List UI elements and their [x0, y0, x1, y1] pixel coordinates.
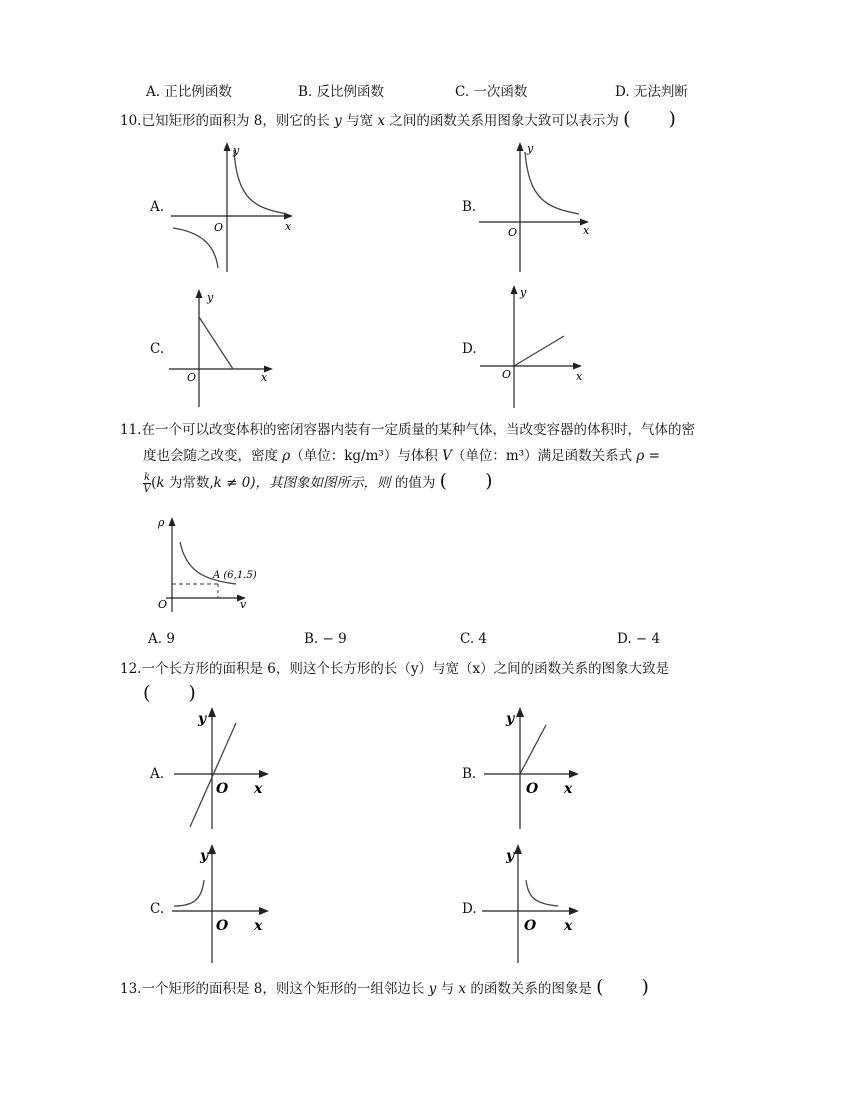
svg-text:y: y	[198, 711, 207, 727]
q12-graph-d	[480, 840, 580, 965]
svg-text:O: O	[502, 368, 512, 381]
q10-option-d-label[interactable]: D.	[462, 341, 477, 357]
q9-option-d[interactable]: D. 无法判断	[615, 84, 688, 100]
answer-blank[interactable]: ( )	[596, 976, 649, 998]
svg-text:O: O	[216, 781, 229, 797]
svg-text:y: y	[506, 848, 515, 864]
svg-text:O: O	[524, 918, 537, 934]
q11-stem-line1: 11.在一个可以改变体积的密闭容器内装有一定质量的某种气体，当改变容器的体积时，气体的密	[120, 422, 695, 438]
q10-option-c-label[interactable]: C.	[150, 341, 165, 357]
q11-stem-line2: 度也会随之改变，密度 ρ（单位：kg/m³）与体积 V（单位：m³）满足函数关系式 ρ =	[143, 448, 660, 464]
svg-text:x: x	[583, 224, 590, 237]
svg-text:O: O	[158, 598, 168, 611]
q11-option-c[interactable]: C. 4	[460, 631, 488, 647]
svg-text:x: x	[254, 781, 263, 797]
question-number: 13.	[120, 981, 142, 997]
svg-text:y: y	[207, 291, 214, 304]
svg-text:O: O	[216, 918, 229, 934]
svg-text:O: O	[508, 226, 518, 239]
answer-blank[interactable]: ( )	[623, 108, 676, 130]
svg-text:y: y	[506, 711, 515, 727]
fraction-k-over-v: $\frac{k}{V}$	[143, 472, 151, 495]
q11-option-d[interactable]: D. − 4	[617, 631, 661, 647]
svg-text:x: x	[254, 918, 263, 934]
answer-blank[interactable]: ( )	[143, 682, 196, 704]
svg-text:O: O	[214, 221, 224, 234]
q12-graph-c	[170, 840, 270, 965]
q10-graph-c	[165, 285, 280, 410]
svg-text:A (6,1.5): A (6,1.5)	[213, 570, 257, 581]
svg-text:O: O	[187, 371, 197, 384]
q12-graph-b	[480, 703, 580, 831]
svg-text:x: x	[576, 370, 583, 383]
q11-stem-line3: $\frac{k}{V}(k$ 为常数,k ≠ 0)，其图象如图所示，则 的值为 ( )	[143, 470, 493, 495]
q12-option-d-label[interactable]: D.	[462, 901, 477, 917]
q13-stem: 13.一个矩形的面积是 8，则这个矩形的一组邻边长 y 与 x 的函数关系的图象是 ( )	[120, 976, 649, 998]
svg-text:O: O	[526, 781, 539, 797]
q12-option-a-label[interactable]: A.	[150, 766, 165, 782]
svg-text:y: y	[233, 144, 240, 157]
q10-text: 已知矩形的面积为 8，则它的长	[141, 113, 330, 129]
q12-stem: 12.一个长方形的面积是 6，则这个长方形的长（y）与宽（x）之间的函数关系的图象大致是	[120, 661, 670, 677]
q10-option-b-label[interactable]: B.	[462, 199, 477, 215]
q10-graph-a	[165, 140, 300, 275]
svg-text:x: x	[261, 371, 268, 384]
q11-density-graph	[152, 512, 272, 614]
q10-graph-d	[478, 280, 593, 410]
svg-text:y: y	[520, 286, 527, 299]
svg-text:x: x	[564, 918, 573, 934]
q9-option-c[interactable]: C. 一次函数	[455, 84, 528, 100]
q9-option-a[interactable]: A. 正比例函数	[146, 84, 232, 100]
question-number: 10.	[120, 113, 142, 129]
q12-option-b-label[interactable]: B.	[462, 766, 477, 782]
q12-option-c-label[interactable]: C.	[150, 901, 165, 917]
q10-stem: 10.已知矩形的面积为 8，则它的长 y 与宽 x 之间的函数关系用图象大致可以表示为 ( )	[120, 108, 676, 130]
q12-graph-a	[170, 703, 270, 831]
answer-blank[interactable]: ( )	[439, 470, 493, 492]
svg-text:x: x	[564, 781, 573, 797]
q10-option-a-label[interactable]: A.	[150, 199, 165, 215]
q11-option-b[interactable]: B. − 9	[304, 631, 347, 647]
q11-option-a[interactable]: A. 9	[148, 631, 175, 647]
svg-text:y: y	[200, 848, 209, 864]
svg-text:ρ: ρ	[158, 516, 165, 529]
svg-text:x: x	[285, 220, 292, 233]
question-number: 11.	[120, 422, 142, 438]
question-number: 12.	[120, 661, 142, 677]
svg-text:y: y	[527, 142, 534, 155]
q9-option-b[interactable]: B. 反比例函数	[298, 84, 385, 100]
q10-graph-b	[475, 140, 600, 275]
svg-text:v: v	[240, 598, 247, 611]
